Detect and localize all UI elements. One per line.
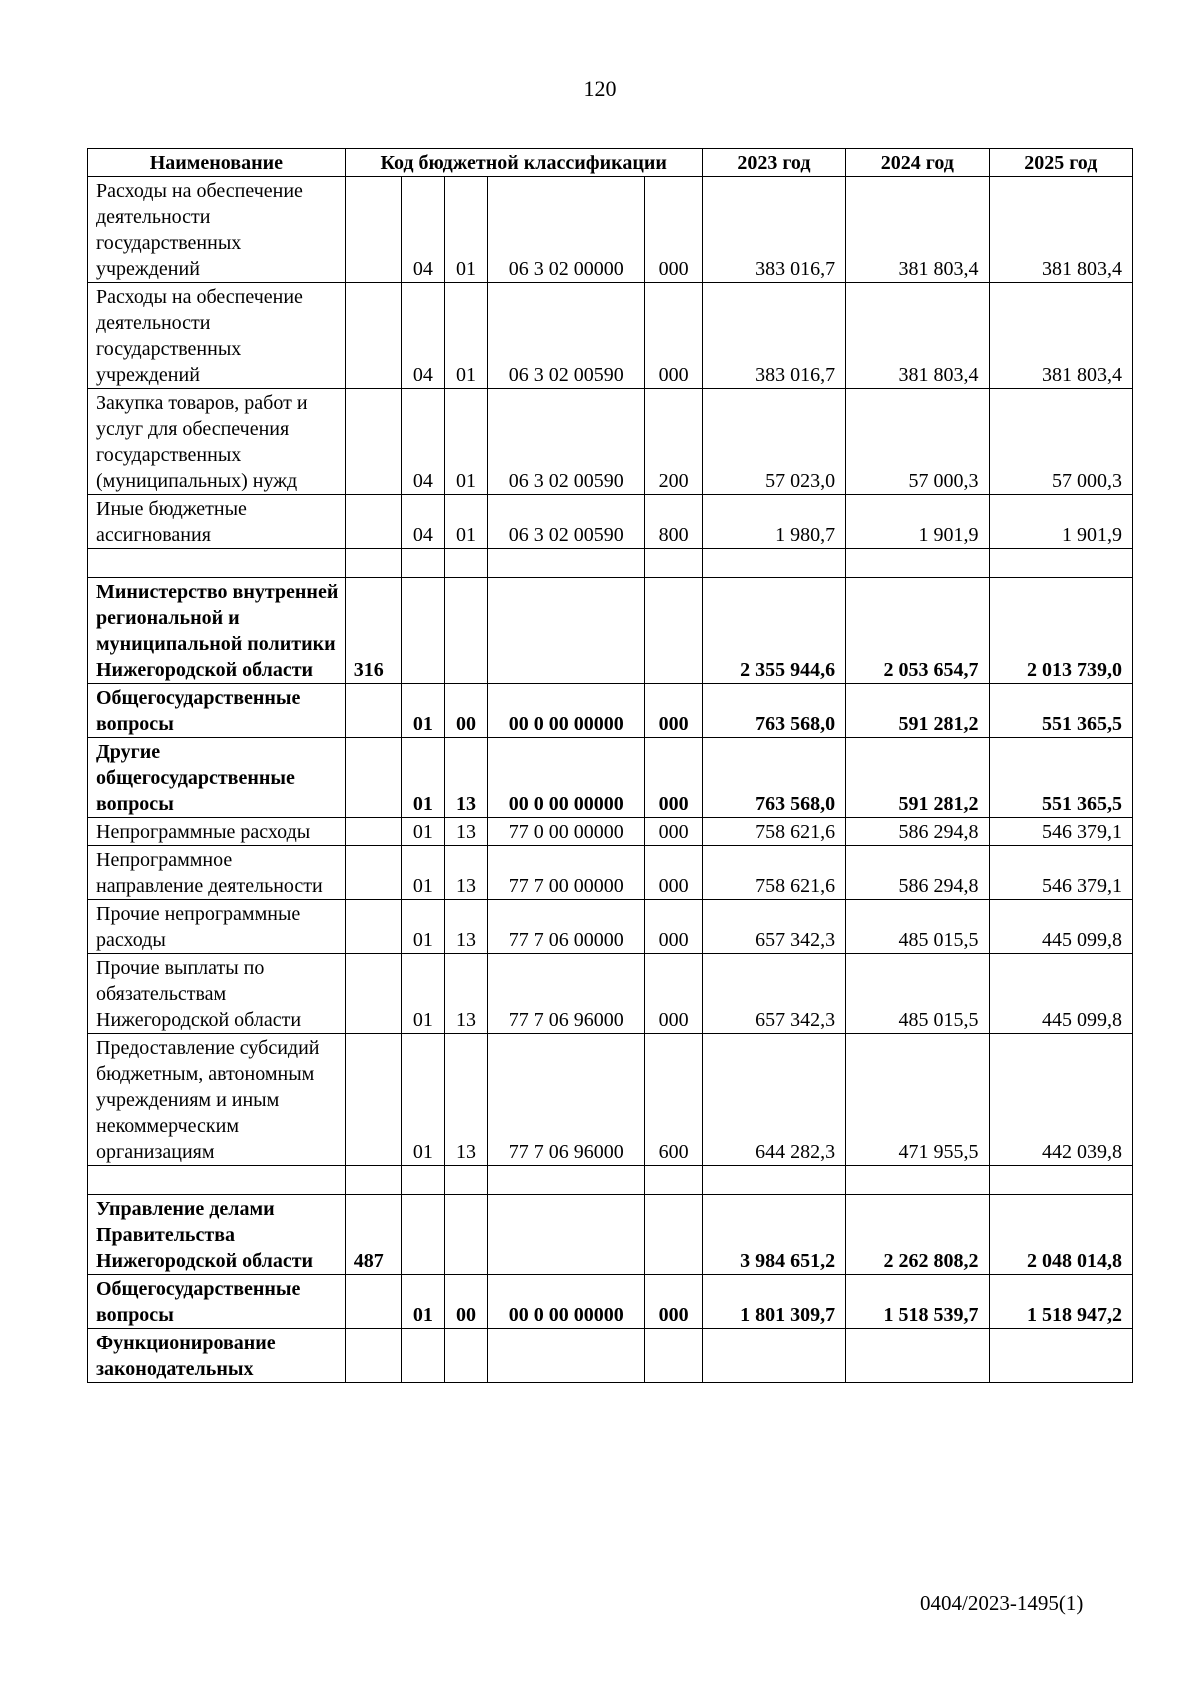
cell-pr: 13: [444, 846, 487, 900]
cell-name: Расходы на обеспечение деятельности государственных учреждений: [88, 283, 346, 389]
cell-vr: [645, 1166, 702, 1195]
cell-gr: [345, 1275, 401, 1329]
cell-pr: 00: [444, 684, 487, 738]
cell-gr: [345, 900, 401, 954]
cell-csr: 00 0 00 00000: [488, 1275, 645, 1329]
cell-pr: 13: [444, 954, 487, 1034]
cell-2024: 381 803,4: [846, 177, 989, 283]
cell-2024: 591 281,2: [846, 684, 989, 738]
cell-name: Общегосударственные вопросы: [88, 1275, 346, 1329]
cell-2024: 471 955,5: [846, 1034, 989, 1166]
cell-vr: [645, 549, 702, 578]
cell-rz: 01: [401, 846, 444, 900]
table-row: [88, 1329, 1133, 1383]
cell-2023: [702, 549, 845, 578]
cell-2023: 763 568,0: [702, 684, 845, 738]
cell-2024: 591 281,2: [846, 738, 989, 818]
cell-vr: 000: [645, 818, 702, 846]
table-row: [88, 578, 1133, 684]
cell-vr: 000: [645, 846, 702, 900]
cell-2025: 445 099,8: [989, 900, 1132, 954]
cell-2023: 3 984 651,2: [702, 1195, 845, 1275]
cell-pr: [444, 549, 487, 578]
cell-name: [88, 549, 346, 578]
table-row: [88, 954, 1133, 1034]
cell-csr: [488, 1329, 645, 1383]
cell-gr: [345, 177, 401, 283]
cell-2024: 1 518 539,7: [846, 1275, 989, 1329]
budget-table: [87, 148, 1133, 1383]
cell-2025: 381 803,4: [989, 177, 1132, 283]
cell-2024: [846, 549, 989, 578]
cell-2025: 57 000,3: [989, 389, 1132, 495]
cell-pr: 13: [444, 900, 487, 954]
cell-pr: [444, 578, 487, 684]
table-row: [88, 738, 1133, 818]
cell-csr: 00 0 00 00000: [488, 738, 645, 818]
cell-2025: [989, 1329, 1132, 1383]
cell-2025: [989, 549, 1132, 578]
cell-2025: 1 518 947,2: [989, 1275, 1132, 1329]
cell-2023: 383 016,7: [702, 283, 845, 389]
cell-2023: 57 023,0: [702, 389, 845, 495]
cell-name: Прочие выплаты по обязательствам Нижегородской области: [88, 954, 346, 1034]
cell-vr: 200: [645, 389, 702, 495]
cell-pr: 01: [444, 495, 487, 549]
header-code: Код бюджетной классификации: [345, 149, 702, 177]
cell-rz: [401, 1329, 444, 1383]
cell-rz: [401, 549, 444, 578]
table-row: [88, 900, 1133, 954]
table-row-empty: [88, 549, 1133, 578]
cell-vr: 000: [645, 684, 702, 738]
cell-csr: [488, 549, 645, 578]
table-row: [88, 177, 1133, 283]
cell-2025: 442 039,8: [989, 1034, 1132, 1166]
header-2025: 2025 год: [989, 149, 1132, 177]
cell-csr: 77 7 06 96000: [488, 954, 645, 1034]
cell-2024: [846, 1166, 989, 1195]
cell-name: Функционирование законодательных: [88, 1329, 346, 1383]
cell-pr: 13: [444, 1034, 487, 1166]
cell-csr: 77 7 06 00000: [488, 900, 645, 954]
cell-2023: 644 282,3: [702, 1034, 845, 1166]
cell-2025: 445 099,8: [989, 954, 1132, 1034]
table-header-row: [88, 149, 1133, 177]
cell-gr: [345, 389, 401, 495]
cell-vr: [645, 1329, 702, 1383]
cell-csr: 00 0 00 00000: [488, 684, 645, 738]
cell-gr: [345, 1166, 401, 1195]
cell-2023: 657 342,3: [702, 954, 845, 1034]
cell-name: Иные бюджетные ассигнования: [88, 495, 346, 549]
header-2023: 2023 год: [702, 149, 845, 177]
cell-csr: 06 3 02 00590: [488, 389, 645, 495]
cell-gr: [345, 818, 401, 846]
cell-2024: 381 803,4: [846, 283, 989, 389]
cell-2025: [989, 1166, 1132, 1195]
cell-pr: [444, 1166, 487, 1195]
cell-pr: [444, 1329, 487, 1383]
cell-2023: 1 980,7: [702, 495, 845, 549]
cell-gr: [345, 1329, 401, 1383]
cell-2024: 586 294,8: [846, 846, 989, 900]
cell-name: Общегосударственные вопросы: [88, 684, 346, 738]
cell-csr: 06 3 02 00000: [488, 177, 645, 283]
cell-name: Непрограммное направление деятельности: [88, 846, 346, 900]
cell-gr: [345, 283, 401, 389]
cell-2024: 485 015,5: [846, 900, 989, 954]
cell-vr: 000: [645, 177, 702, 283]
table-row: [88, 283, 1133, 389]
cell-2024: 1 901,9: [846, 495, 989, 549]
cell-2024: 2 262 808,2: [846, 1195, 989, 1275]
cell-csr: [488, 578, 645, 684]
cell-gr: 487: [345, 1195, 401, 1275]
cell-name: Предоставление субсидий бюджетным, автономным учреждениям и иным некоммерческим организациям: [88, 1034, 346, 1166]
cell-2024: 485 015,5: [846, 954, 989, 1034]
table-row: [88, 1275, 1133, 1329]
cell-2025: 546 379,1: [989, 846, 1132, 900]
table-row: [88, 1195, 1133, 1275]
cell-pr: 13: [444, 738, 487, 818]
cell-2025: 1 901,9: [989, 495, 1132, 549]
cell-gr: [345, 684, 401, 738]
cell-vr: 800: [645, 495, 702, 549]
header-2024: 2024 год: [846, 149, 989, 177]
cell-2024: 586 294,8: [846, 818, 989, 846]
cell-name: Министерство внутренней региональной и муниципальной политики Нижегородской области: [88, 578, 346, 684]
cell-csr: [488, 1166, 645, 1195]
cell-2024: 2 053 654,7: [846, 578, 989, 684]
cell-rz: [401, 578, 444, 684]
cell-rz: 04: [401, 495, 444, 549]
cell-rz: 01: [401, 900, 444, 954]
cell-2023: 657 342,3: [702, 900, 845, 954]
cell-gr: [345, 1034, 401, 1166]
cell-2023: 758 621,6: [702, 818, 845, 846]
cell-rz: 01: [401, 818, 444, 846]
cell-rz: 01: [401, 738, 444, 818]
cell-vr: 000: [645, 1275, 702, 1329]
cell-rz: 01: [401, 954, 444, 1034]
table-row: [88, 684, 1133, 738]
cell-2025: 381 803,4: [989, 283, 1132, 389]
cell-gr: 316: [345, 578, 401, 684]
table-row: [88, 389, 1133, 495]
cell-csr: 06 3 02 00590: [488, 495, 645, 549]
table-row: [88, 846, 1133, 900]
cell-name: Закупка товаров, работ и услуг для обеспечения государственных (муниципальных) нужд: [88, 389, 346, 495]
cell-2023: [702, 1166, 845, 1195]
cell-rz: 04: [401, 389, 444, 495]
cell-vr: 000: [645, 283, 702, 389]
cell-2023: [702, 1329, 845, 1383]
cell-2024: 57 000,3: [846, 389, 989, 495]
table-body: [88, 177, 1133, 1383]
cell-gr: [345, 846, 401, 900]
cell-2025: 546 379,1: [989, 818, 1132, 846]
cell-2024: [846, 1329, 989, 1383]
cell-vr: [645, 1195, 702, 1275]
cell-rz: 01: [401, 1034, 444, 1166]
cell-csr: [488, 1195, 645, 1275]
cell-pr: 00: [444, 1275, 487, 1329]
cell-name: Расходы на обеспечение деятельности государственных учреждений: [88, 177, 346, 283]
cell-2023: 763 568,0: [702, 738, 845, 818]
cell-csr: 06 3 02 00590: [488, 283, 645, 389]
cell-name: Непрограммные расходы: [88, 818, 346, 846]
table-row-empty: [88, 1166, 1133, 1195]
cell-2023: 2 355 944,6: [702, 578, 845, 684]
cell-gr: [345, 954, 401, 1034]
cell-2025: 551 365,5: [989, 684, 1132, 738]
cell-2025: 2 048 014,8: [989, 1195, 1132, 1275]
cell-2023: 1 801 309,7: [702, 1275, 845, 1329]
cell-2025: 551 365,5: [989, 738, 1132, 818]
cell-pr: 13: [444, 818, 487, 846]
header-name: Наименование: [88, 149, 346, 177]
cell-vr: 000: [645, 954, 702, 1034]
cell-pr: 01: [444, 177, 487, 283]
cell-2023: 758 621,6: [702, 846, 845, 900]
cell-2023: 383 016,7: [702, 177, 845, 283]
cell-name: [88, 1166, 346, 1195]
cell-name: Другие общегосударственные вопросы: [88, 738, 346, 818]
table-row: [88, 495, 1133, 549]
cell-vr: 000: [645, 900, 702, 954]
cell-pr: 01: [444, 389, 487, 495]
cell-gr: [345, 495, 401, 549]
page-number: 120: [583, 76, 617, 101]
cell-vr: [645, 578, 702, 684]
cell-vr: 600: [645, 1034, 702, 1166]
cell-rz: [401, 1195, 444, 1275]
cell-rz: 01: [401, 1275, 444, 1329]
table-row: [88, 1034, 1133, 1166]
cell-csr: 77 0 00 00000: [488, 818, 645, 846]
cell-rz: 04: [401, 177, 444, 283]
document-code: 0404/2023-1495(1): [920, 1591, 1084, 1615]
cell-name: Прочие непрограммные расходы: [88, 900, 346, 954]
cell-vr: 000: [645, 738, 702, 818]
cell-name: Управление делами Правительства Нижегородской области: [88, 1195, 346, 1275]
cell-2025: 2 013 739,0: [989, 578, 1132, 684]
cell-pr: 01: [444, 283, 487, 389]
cell-pr: [444, 1195, 487, 1275]
cell-rz: 01: [401, 684, 444, 738]
cell-rz: [401, 1166, 444, 1195]
table-row: [88, 818, 1133, 846]
cell-gr: [345, 549, 401, 578]
cell-gr: [345, 738, 401, 818]
cell-rz: 04: [401, 283, 444, 389]
cell-csr: 77 7 06 96000: [488, 1034, 645, 1166]
cell-csr: 77 7 00 00000: [488, 846, 645, 900]
